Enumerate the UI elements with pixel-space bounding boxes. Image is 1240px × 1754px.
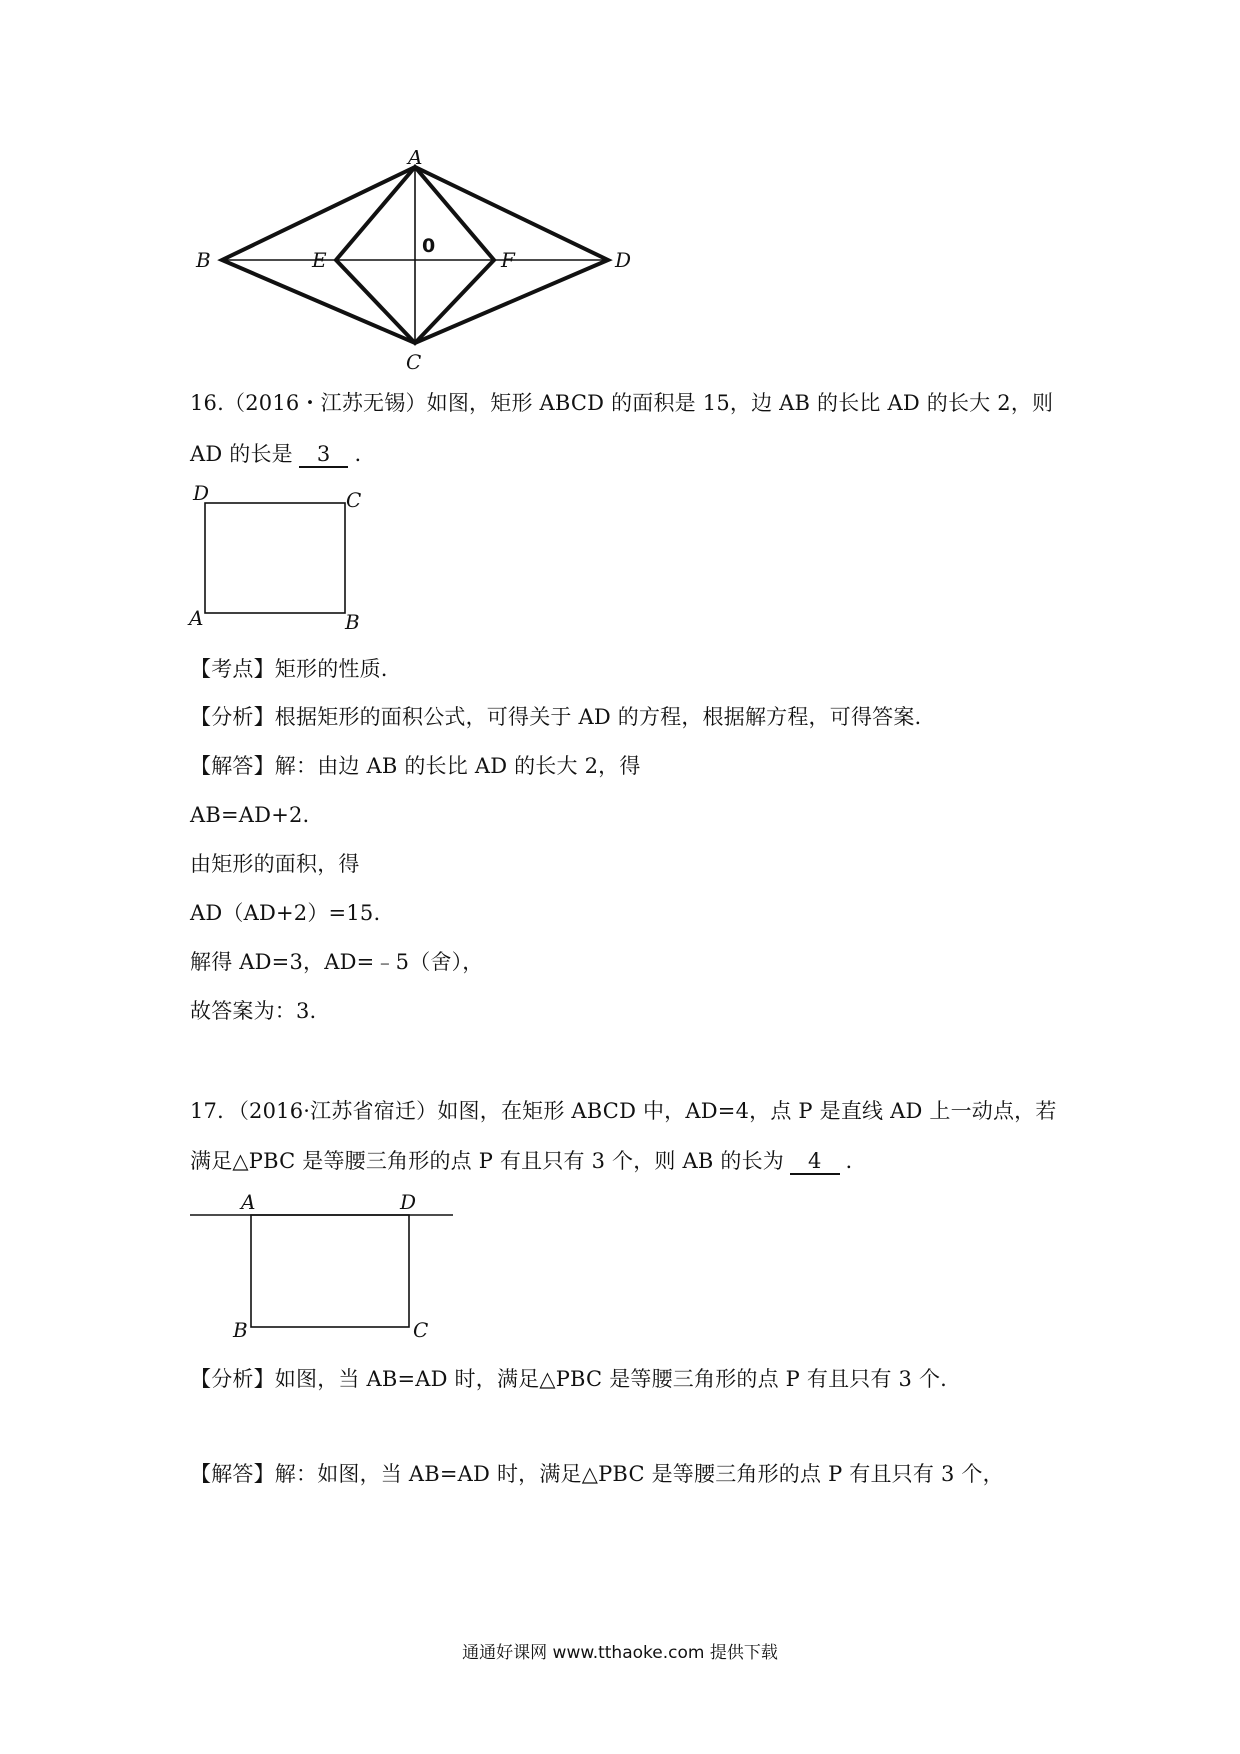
label-A: A (189, 606, 204, 630)
q16-stem-line2 (190, 440, 361, 468)
q16-kaodian: 【考点】矩形的性质. (190, 657, 388, 681)
q16-jieda-line6: 故答案为：3. (190, 999, 317, 1023)
label-B: B (233, 1318, 248, 1340)
label-A: A (241, 1190, 256, 1214)
q17-stem-suffix: . (845, 1149, 853, 1173)
q16-jieda-line3: 由矩形的面积，得 (190, 852, 360, 876)
q16-stem-prefix: AD 的长是 (190, 442, 293, 466)
label-E: E (312, 248, 327, 272)
label-C: C (413, 1318, 429, 1340)
q17-answer-blank: 4 (790, 1149, 840, 1175)
label-A: A (408, 150, 423, 169)
page-footer: 通通好课网 www.tthaoke.com 提供下载 (462, 1643, 778, 1663)
label-C: C (346, 488, 362, 512)
label-D: D (400, 1190, 417, 1214)
label-B: B (196, 248, 211, 272)
q16-jieda-line4: AD（AD+2）=15. (190, 901, 381, 925)
q16-fenxi: 【分析】根据矩形的面积公式，可得关于 AD 的方程，根据解方程，可得答案. (190, 705, 922, 729)
q16-stem-suffix: . (354, 442, 362, 466)
label-D: D (615, 248, 632, 272)
rectangle (251, 1215, 409, 1327)
q16-answer-blank: 3 (299, 442, 349, 468)
label-O: 0 (422, 235, 436, 257)
label-C: C (406, 350, 422, 374)
q16-jieda-line1: 【解答】解：由边 AB 的长比 AD 的长大 2，得 (190, 754, 641, 778)
q17-stem-line2 (190, 1147, 852, 1175)
label-F: F (501, 248, 515, 272)
q17-stem-line1: 17．（2016·江苏省宿迁）如图，在矩形 ABCD 中，AD=4，点 P 是直线 AD 上一动点，若 (190, 1099, 1057, 1123)
q16-rectangle-figure (185, 483, 375, 633)
q17-jieda: 【解答】解：如图，当 AB=AD 时，满足△PBC 是等腰三角形的点 P 有且只有 3 个， (190, 1462, 1004, 1486)
q17-rectangle-figure (185, 1190, 460, 1340)
rectangle (205, 503, 345, 613)
label-D: D (193, 483, 210, 505)
q17-stem-prefix: 满足△PBC 是等腰三角形的点 P 有且只有 3 个，则 AB 的长为 (190, 1149, 784, 1173)
q16-jieda-line2: AB=AD+2. (190, 803, 310, 827)
q16-stem-line1: 16.（2016・江苏无锡）如图，矩形 ABCD 的面积是 15，边 AB 的长比 AD 的长大 2，则 (190, 391, 1054, 415)
q16-jieda-line5: 解得 AD=3，AD=﹣5（舍）， (190, 950, 484, 974)
label-B: B (345, 610, 360, 633)
rhombus-figure (190, 150, 650, 375)
q17-fenxi: 【分析】如图，当 AB=AD 时，满足△PBC 是等腰三角形的点 P 有且只有 3 个. (190, 1367, 948, 1391)
